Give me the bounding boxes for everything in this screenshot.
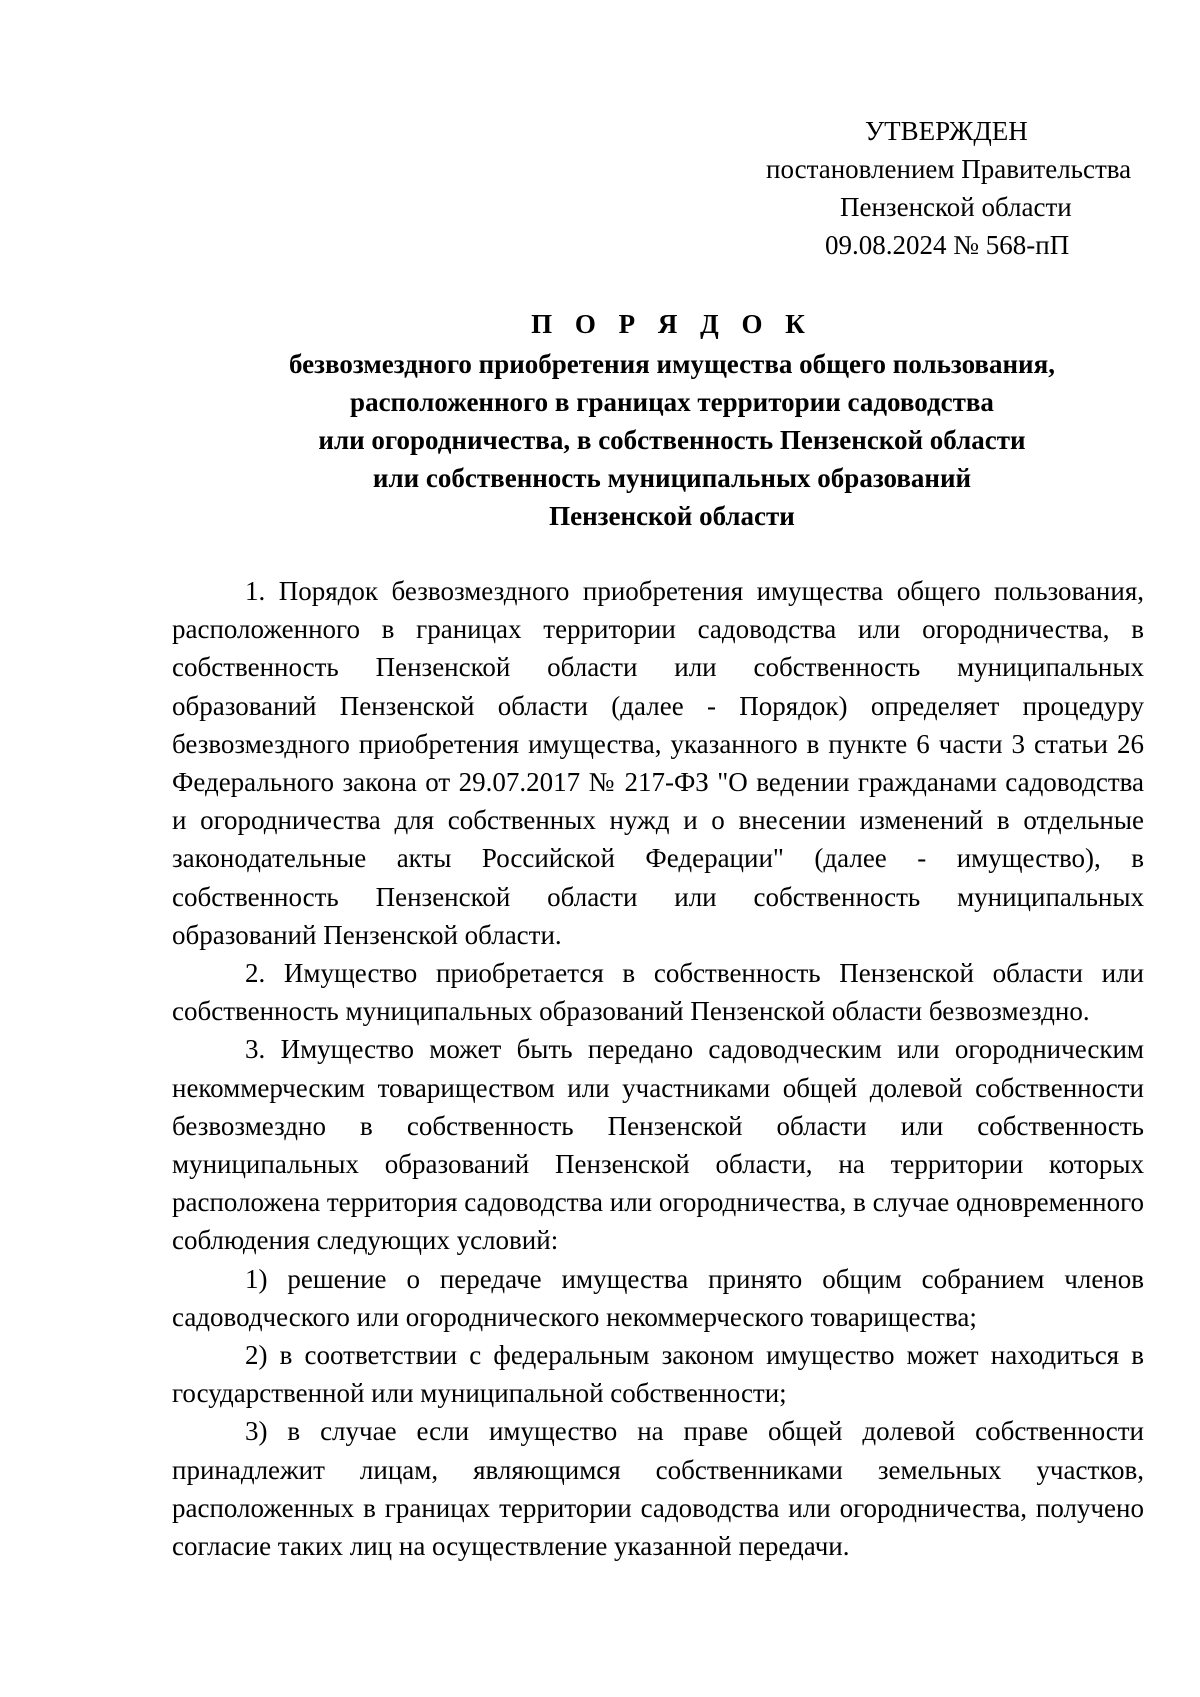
approval-authority: постановлением Правительства (766, 154, 1132, 184)
paragraph-2: 2. Имущество приобретается в собственность Пензенской области или собственность муниципальных образований Пензенской области безвозмездно. (172, 958, 1144, 1027)
title-line: расположенного в границах территории садоводства (350, 387, 994, 417)
condition-2: 2) в соответствии с федеральным законом имущество может находиться в государственной или муниципальной собственности; (172, 1340, 1144, 1409)
document-title (172, 305, 1172, 535)
title-line: или огородничества, в собственность Пензенской области (318, 425, 1026, 455)
title-subtitle (172, 345, 1172, 535)
approval-date-number: 09.08.2024 № 568-пП (825, 230, 1070, 260)
condition-1: 1) решение о передаче имущества принято общим собранием членов садоводческого или огороднического некоммерческого товарищества; (172, 1263, 1144, 1332)
approval-region: Пензенской области (840, 192, 1072, 222)
title-line: или собственность муниципальных образований (372, 463, 972, 493)
condition-3: 3) в случае если имущество на праве общей долевой собственности принадлежит лицам, являющимся собственниками земельных участков, расположенных в границах территории садоводства или огородничества, получено согласие таких лиц на осуществление указанной передачи. (172, 1416, 1144, 1562)
title-heading: П О Р Я Д О К (531, 309, 813, 339)
title-line: Пензенской области (549, 501, 795, 531)
paragraph-1: 1. Порядок безвозмездного приобретения имущества общего пользования, расположенного в границах территории садоводства или огородничества, в собственность Пензенской области или собственность муниципальных образований Пензенской области (далее - Порядок) определяет процедуру безвозмездного приобретения имущества, указанного в пункте 6 части 3 статьи 26 Федерального закона от 29.07.2017 № 217-ФЗ "О ведении гражданами садоводства и огородничества для собственных нужд и о внесении изменений в отдельные законодательные акты Российской Федерации" (далее - имущество), в собственность Пензенской области или собственность муниципальных образований Пензенской области. (172, 576, 1144, 950)
approval-title: УТВЕРЖДЕН (865, 116, 1028, 146)
document-body (172, 572, 1144, 1565)
title-line: безвозмездного приобретения имущества общего пользования, (289, 349, 1055, 379)
paragraph-3: 3. Имущество может быть передано садоводческим или огородническим некоммерческим товариществом или участниками общей долевой собственности безвозмездно в собственность Пензенской области или собственность муниципальных образований Пензенской области, на территории которых расположена территория садоводства или огородничества, в случае одновременного соблюдения следующих условий: (172, 1034, 1144, 1256)
approval-stamp (700, 112, 1200, 264)
